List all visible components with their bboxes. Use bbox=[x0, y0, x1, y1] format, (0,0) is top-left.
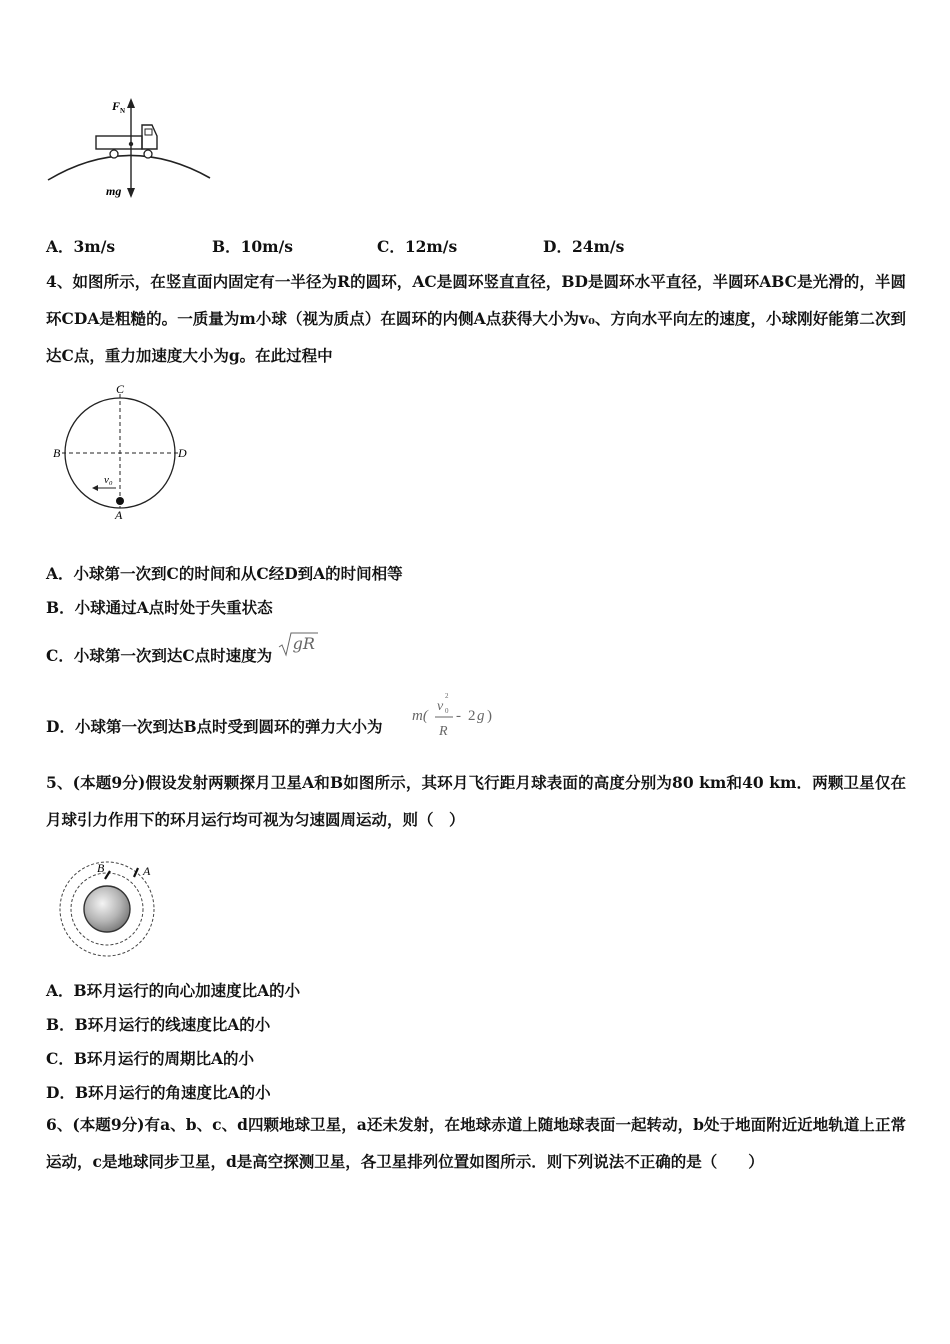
svg-text:-: - bbox=[456, 708, 461, 724]
q4-option-a: A．小球第一次到C的时间和从C经D到A的时间相等 bbox=[46, 564, 403, 583]
q4-option-b: B．小球通过A点时处于失重状态 bbox=[46, 598, 273, 617]
q5-option-b: B．B环月运行的线速度比A的小 bbox=[46, 1015, 271, 1034]
svg-text:2: 2 bbox=[445, 692, 449, 700]
q5-option-d: D．B环月运行的角速度比A的小 bbox=[46, 1083, 271, 1102]
svg-text:R: R bbox=[439, 724, 448, 739]
svg-text:2: 2 bbox=[468, 708, 476, 724]
q6-number: 6、 bbox=[46, 1115, 73, 1134]
label-c: C bbox=[116, 382, 125, 396]
label-a: A bbox=[115, 508, 123, 522]
label-b: B bbox=[97, 861, 105, 875]
q3-option-b: B．10m/s bbox=[212, 237, 293, 256]
question-5-stem bbox=[46, 764, 906, 838]
label-v0: v₀ bbox=[104, 474, 113, 486]
truck-on-hill-figure bbox=[44, 92, 214, 204]
q4-option-c bbox=[46, 634, 318, 666]
svg-text:v: v bbox=[437, 699, 444, 714]
svg-text:g: g bbox=[477, 708, 485, 724]
q5-text: (本题9分)假设发射两颗探月卫星A和B如图所示，其环月飞行距月球表面的高度分别为80 km和40 km．两颗卫星仅在月球引力作用下的环月运行均可视为匀速圆周运动，则（ ） bbox=[46, 773, 906, 829]
q4-option-d-text: D．小球第一次到达B点时受到圆环的弹力大小为 bbox=[46, 717, 383, 736]
fn-label: F bbox=[112, 99, 121, 113]
label-d: D bbox=[178, 446, 187, 460]
moon-orbits-figure bbox=[55, 855, 165, 960]
question-6-stem bbox=[46, 1106, 906, 1180]
q4-option-d bbox=[46, 715, 383, 737]
mg-label: mg bbox=[106, 184, 122, 198]
q4-option-c-text: C．小球第一次到达C点时速度为 bbox=[46, 646, 273, 665]
fn-subscript: N bbox=[120, 107, 126, 115]
svg-text:0: 0 bbox=[445, 707, 449, 715]
ring-figure bbox=[50, 380, 200, 525]
q6-text: (本题9分)有a、b、c、d四颗地球卫星，a还未发射，在地球赤道上随地球表面一起转动，b处于地面附近近地轨道上正常运动，c是地球同步卫星，d是高空探测卫星，各卫星排列位置如图所示．则下列说法不正确的是（ ） bbox=[46, 1115, 906, 1171]
question-4-stem bbox=[46, 263, 906, 374]
q5-option-a: A．B环月运行的向心加速度比A的小 bbox=[46, 981, 301, 1000]
label-b: B bbox=[53, 446, 61, 460]
q3-option-d: D．24m/s bbox=[543, 237, 625, 256]
q3-option-c: C．12m/s bbox=[377, 237, 458, 256]
q4-text: 如图所示，在竖直面内固定有一半径为R的圆环，AC是圆环竖直直径，BD是圆环水平直径，半圆环ABC是光滑的，半圆环CDA是粗糙的。一质量为m小球（视为质点）在圆环的内侧A点获得大小为v₀、方向水平向左的速度，小球刚好能第二次到达C点，重力加速度大小为g。在此过程中 bbox=[46, 272, 906, 365]
q5-option-c: C．B环月运行的周期比A的小 bbox=[46, 1049, 254, 1068]
sqrt-formula: gR bbox=[278, 643, 318, 663]
force-formula bbox=[412, 688, 504, 740]
q3-option-a: A．3m/s bbox=[46, 237, 116, 256]
label-a: A bbox=[143, 864, 151, 878]
q5-number: 5、 bbox=[46, 773, 73, 792]
svg-text:): ) bbox=[487, 708, 492, 724]
svg-text:m(: m( bbox=[412, 708, 428, 724]
q4-number: 4、 bbox=[46, 272, 73, 291]
